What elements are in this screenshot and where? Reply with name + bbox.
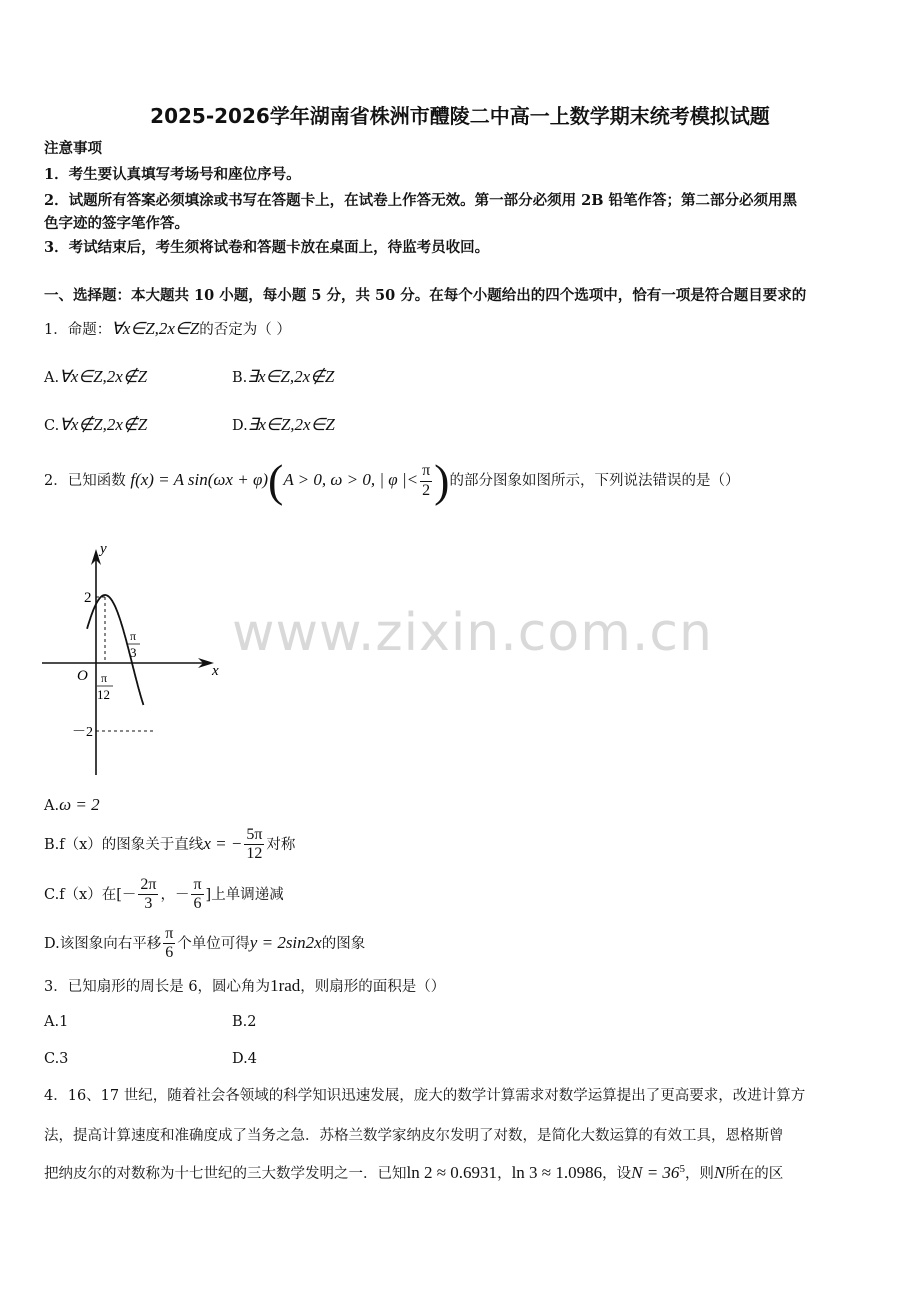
- q3-option-d[interactable]: D.4: [232, 1051, 257, 1067]
- q2-condition: A > 0, ω > 0, | φ |<: [283, 470, 419, 489]
- q1-option-a[interactable]: A.∀x∈Z,2x∉Z: [44, 367, 148, 386]
- q3-option-a[interactable]: A.1: [44, 1014, 69, 1030]
- q1-formula: ∀x∈Z,2x∈Z: [111, 319, 200, 338]
- section-heading: 一、选择题：本大题共 10 小题，每小题 5 分，共 50 分。在每个小题给出的四个选项中，恰有一项是符合题目要求的: [44, 287, 807, 304]
- question-3: 3．已知扇形的周长是 6，圆心角为1rad，则扇形的面积是（）: [44, 976, 446, 995]
- notice-item-2-cont: 色字迹的签字笔作答。: [44, 215, 189, 232]
- sine-graph: [30, 535, 240, 780]
- notice-item-3: 3．考试结束后，考生须将试卷和答题卡放在桌面上，待监考员收回。: [44, 239, 490, 256]
- notice-heading: 注意事项: [44, 140, 102, 157]
- watermark: www.zixin.com.cn: [232, 603, 713, 663]
- notice-item-2: 2．试题所有答案必须填涂或书写在答题卡上，在试卷上作答无效。第一部分必须用 2B 铅笔作答；第二部分必须用黑: [44, 192, 798, 209]
- y-max-label: 2: [84, 590, 92, 606]
- q4-line-3: 把纳皮尔的对数称为十七世纪的三大数学发明之一．已知ln 2 ≈ 0.6931，ln 3 ≈ 1.0986，设$N = 36^5$，则N所在的区: [44, 1163, 784, 1182]
- question-2: 2．已知函数 f(x) = A sin(ωx + φ)(A > 0, ω > 0, | φ |< $\frac{\pi}{2}$ )的部分图象如图所示，下列说法错误的是（）: [44, 455, 740, 506]
- q4-ln3: ln 3 ≈ 1.0986: [511, 1163, 603, 1182]
- origin-label: O: [77, 668, 88, 684]
- q2-option-d[interactable]: D.该图象向右平移 $\frac{\pi}{6}$ 个单位可得y = 2sin2x的图象: [44, 925, 366, 962]
- x-label: x: [212, 663, 219, 679]
- q3-option-b[interactable]: B.2: [232, 1014, 257, 1030]
- q1-prefix: 1．命题：: [44, 322, 112, 338]
- q1-option-d[interactable]: D.∃x∈Z,2x∈Z: [232, 415, 335, 434]
- tick-pi-3-den: 3: [130, 645, 137, 660]
- y-label: y: [100, 541, 107, 557]
- q1-option-b[interactable]: B.∃x∈Z,2x∉Z: [232, 367, 335, 386]
- q2-option-c[interactable]: C.f（x）在[－ $\frac{2\pi}{3}$ ，－ $\frac{\pi}{6}$ ]上单调递减: [44, 876, 284, 913]
- y-min-label: －2: [72, 725, 93, 740]
- q4-n-formula: N = 36: [631, 1163, 680, 1182]
- q4-line-2: 法，提高计算速度和准确度成了当务之急．苏格兰数学家纳皮尔发明了对数，是简化大数运算的有效工具，恩格斯曾: [44, 1128, 784, 1144]
- q4-ln2: ln 2 ≈ 0.6931: [406, 1163, 498, 1182]
- q3-option-c[interactable]: C.3: [44, 1051, 69, 1067]
- q2-function: f(x) = A sin(ωx + φ): [130, 470, 269, 489]
- q1-suffix: 的否定为（ ）: [199, 322, 291, 338]
- q2-option-b[interactable]: B.f（x）的图象关于直线x = − $\frac{5\pi}{12}$ 对称: [44, 826, 296, 863]
- tick-pi-12-den: 12: [97, 687, 110, 702]
- q2-condition-fraction: $\frac{\pi}{2}$: [422, 462, 431, 499]
- tick-pi-3-num: π: [130, 629, 137, 643]
- question-1: [44, 318, 291, 339]
- q1-option-c[interactable]: C.∀x∉Z,2x∉Z: [44, 415, 148, 434]
- tick-pi-12-num: π: [101, 671, 108, 685]
- notice-item-1: 1．考生要认真填写考场号和座位序号。: [44, 166, 301, 183]
- page-title: 2025-2026学年湖南省株洲市醴陵二中高一上数学期末统考模拟试题: [150, 104, 770, 128]
- q2-option-a[interactable]: A.ω = 2: [44, 795, 100, 814]
- q4-line-1: 4．16、17 世纪，随着社会各领域的科学知识迅速发展，庞大的数学计算需求对数学运算提出了更高要求，改进计算方: [44, 1088, 806, 1104]
